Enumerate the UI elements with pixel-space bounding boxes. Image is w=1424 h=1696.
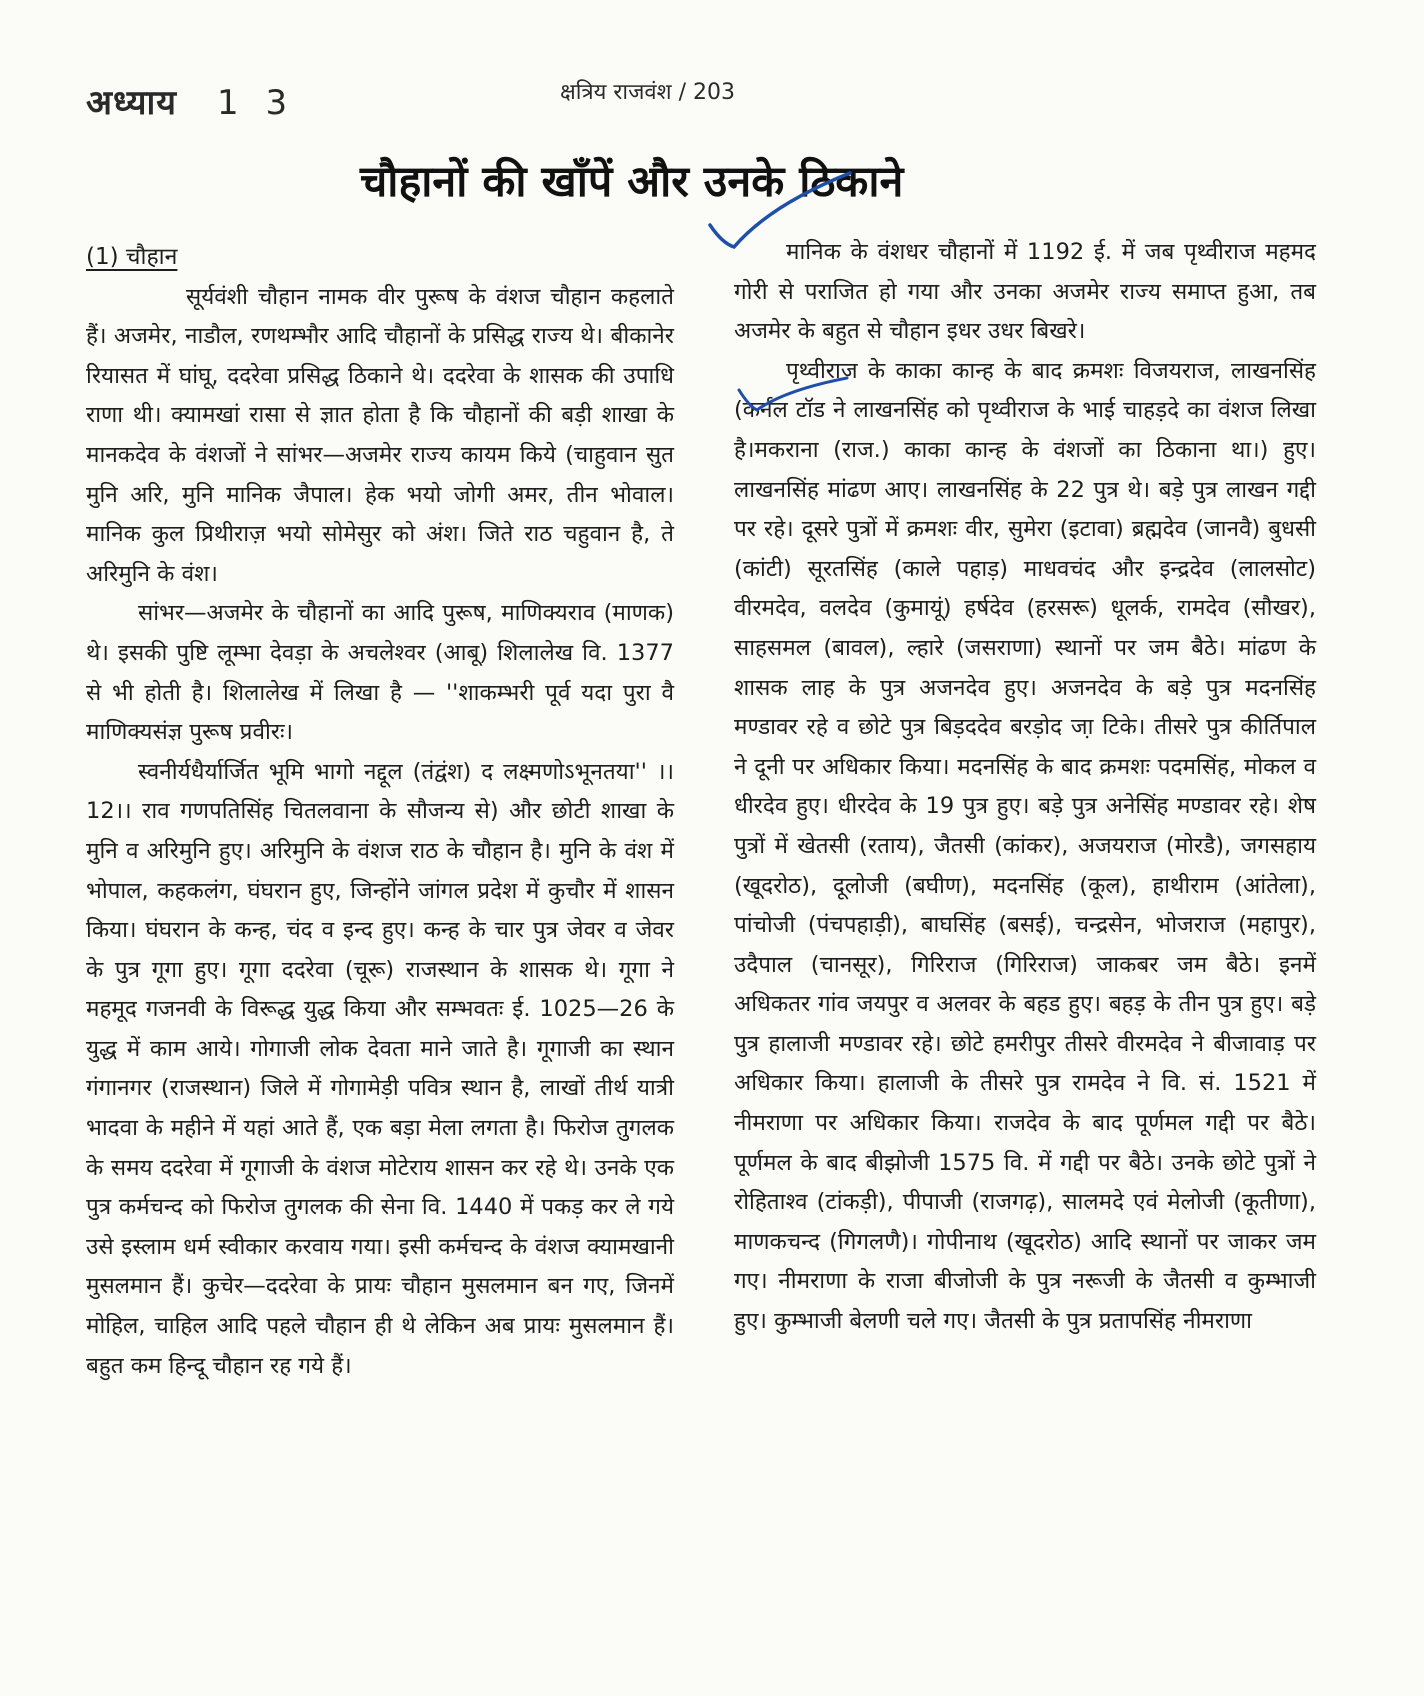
chapter-word: अध्याय <box>86 83 178 123</box>
paragraph: स्वनीर्यधैर्यार्जित भूमि भागो नद्दूल (तंद्वंश) द लक्ष्मणोऽभूनतया'' ।।12।। राव गणपतिसिंह चितलवाना के सौजन्य से) और छोटी शाखा के मुनि व अरिमुनि हुए। अरिमुनि के वंशज राठ के चौहान है। मुनि के वंश में भोपाल, कहकलंग, घंघरान हुए, जिन्होंने जांगल प्रदेश में कुचौर में शासन किया। घंघरान के कन्ह, चंद व इन्द हुए। कन्ह के चार पुत्र जेवर व जेवर के पुत्र गूगा हुए। गूगा ददरेवा (चूरू) राजस्थान के शासक थे। गूगा ने महमूद गजनवी के विरूद्ध युद्ध किया और सम्भवतः ई. 1025—26 के युद्ध में काम आये। गोगाजी लोक देवता माने जाते है। गूगाजी का स्थान गंगानगर (राजस्थान) जिले में गोगामेड़ी पवित्र स्थान है, लाखों तीर्थ यात्री भादवा के महीने में यहां आते हैं, एक बड़ा मेला लगता है। फिरोज तुगलक के समय ददरेवा में गूगाजी के वंशज मोटेराय शासन कर रहे थे। उनके एक पुत्र कर्मचन्द को फिरोज तुगलक की सेना वि. 1440 में पकड़ कर ले गये उसे इस्लाम धर्म स्वीकार करवाय गया। इसी कर्मचन्द के वंशज क्यामखानी मुसलमान हैं। कुचेर—ददरेवा के प्रायः चौहान मुसलमान बन गए, जिनमें मोहिल, चाहिल आदि पहले चौहान ही थे लेकिन अब प्रायः मुसलमान हैं। बहुत कम हिन्दू चौहान रह गये हैं। <box>86 758 674 1379</box>
paragraph: सांभर—अजमेर के चौहानों का आदि पुरूष, माणिक्यराव (माणक) थे। इसकी पुष्टि लूम्भा देवड़ा के अचलेश्वर (आबू) शिलालेख वि. 1377 से भी होती है। शिलालेख में लिखा है — ''शाकम्भरी पूर्व यदा पुरा वै माणिक्यसंज्ञ पुरूष प्रवीरः। <box>86 600 674 746</box>
pen-tick-mark-icon <box>700 165 860 255</box>
paragraph: सूर्यवंशी चौहान नामक वीर पुरूष के वंशज चौहान कहलाते हैं। अजमेर, नाडौल, रणथम्भौर आदि चौहानों के प्रसिद्ध राज्य थे। बीकानेर रियासत में घांघू, ददरेवा प्रसिद्ध ठिकाने थे। ददरेवा के शासक की उपाधि राणा थी। क्यामखां रासा से ज्ञात होता है कि चौहानों की बड़ी शाखा के मानकदेव के वंशजों ने सांभर—अजमेर राज्य कायम किये (चाहुवान सुत मुनि अरि, मुनि मानिक जैपाल। हेक भयो जोगी अमर, तीन भोवाल। मानिक कुल प्रिथीराज़ भयो सोमेसुर को अंश। जिते राठ चहुवान है, ते अरिमुनि के वंश। <box>86 283 674 587</box>
pen-tick-mark-icon <box>735 370 855 430</box>
chapter-label <box>86 78 295 124</box>
chapter-number: 1 3 <box>217 83 296 123</box>
page-title: चौहानों की खाँपें और उनके ठिकाने <box>360 157 904 207</box>
left-column <box>86 238 674 1386</box>
paragraph: पृथ्वीराज के काका कान्ह के बाद क्रमशः विजयराज, लाखनसिंह (कर्नल टॉड ने लाखनसिंह को पृथ्वीराज के भाई चाहड़दे का वंशज लिखा है।मकराना (राज.) काका कान्ह के वंशजों का ठिकाना था।) हुए। लाखनसिंह मांढण आए। लाखनसिंह के 22 पुत्र थे। बड़े पुत्र लाखन गद्दी पर रहे। दूसरे पुत्रों में क्रमशः वीर, सुमेरा (इटावा) ब्रह्मदेव (जानवै) बुधसी (कांटी) सूरतसिंह (काले पहाड़) माधवचंद और इन्द्रदेव (लालसोट) वीरमदेव, वलदेव (कुमायूं) हर्षदेव (हरसरू) धूलर्क, रामदेव (सौखर), साहसमल (बावल), ल्हारे (जसराणा) स्थानों पर जम बैठे। मांढण के शासक लाह के पुत्र अजनदेव हुए। अजनदेव के बड़े पुत्र मदनसिंह मण्डावर रहे व छोटे पुत्र बिड़ददेव बरड़ोद जा़ टिके। तीसरे पुत्र कीर्तिपाल ने दूनी पर अधिकार किया। मदनसिंह के बाद क्रमशः पदमसिंह, मोकल व धीरदेव हुए। धीरदेव के 19 पुत्र हुए। बड़े पुत्र अनेसिंह मण्डावर रहे। शेष पुत्रों में खेतसी (रताय), जैतसी (कांकर), अजयराज (मोरडै), जगसहाय (खूदरोठ), दूलोजी (बघीण), मदनसिंह (कूल), हाथीराम (आंतेला), पांचोजी (पंचपहाड़ी), बाघसिंह (बसई), चन्द्रसेन, भोजराज (महापुर), उदैपाल (चानसूर), गिरिराज (गिरिराज) जाकबर जम बैठे। इनमें अधिकतर गांव जयपुर व अलवर के बहड हुए। बहड़ के तीन पुत्र हुए। बड़े पुत्र हालाजी मण्डावर रहे। छोटे हमरीपुर तीसरे वीरमदेव ने बीजावाड़ पर अधिकार किया। हालाजी के तीसरे पुत्र रामदेव ने वि. सं. 1521 में नीमराणा पर अधिकार किया। राजदेव के बाद पूर्णमल गद्दी पर बैठे। पूर्णमल के बाद बीझोजी 1575 वि. में गद्दी पर बैठे। उनके छोटे पुत्रों ने रोहिताश्व (टांकड़ी), पीपाजी (राजगढ़), सालमदे एवं मेलोजी (कूतीणा), माणकचन्द (गिगलणै)। गोपीनाथ (खूदरोठ) आदि स्थानों पर जाकर जम गए। नीमराणा के राजा बीजोजी के पुत्र नरूजी के जैतसी व कुम्भाजी हुए। कुम्भाजी बेलणी चले गए। जैतसी के पुत्र प्रतापसिंह नीमराणा <box>734 357 1316 1335</box>
section-heading <box>86 238 674 278</box>
paragraph: मानिक के वंशधर चौहानों में 1192 ई. में जब पृथ्वीराज महमद गोरी से पराजित हो गया और उनका अजमेर राज्य समाप्त हुआ, तब अजमेर के बहुत से चौहान इधर उधर बिखरे। <box>734 239 1316 345</box>
section-heading-text: (1) चौहान <box>86 244 178 270</box>
running-header: क्षत्रिय राजवंश / 203 <box>560 80 735 105</box>
